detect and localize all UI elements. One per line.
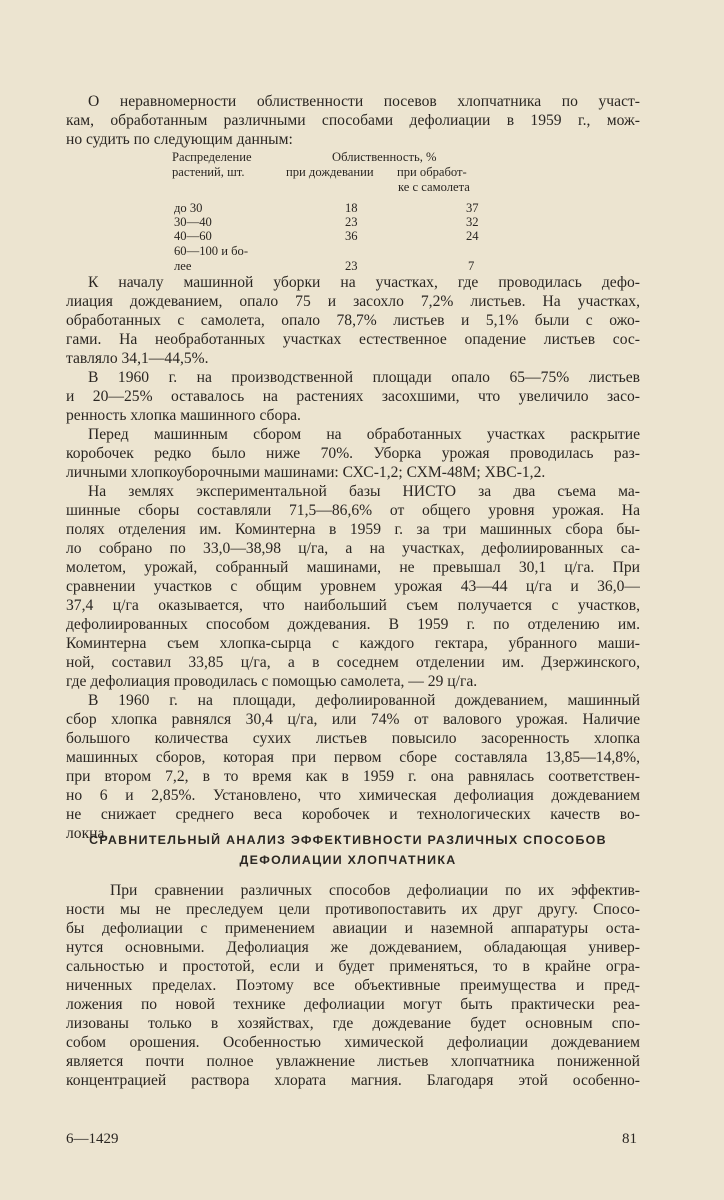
text-line: кам, обработанным различными способами дефолиации в 1959 г., мож- [66, 112, 640, 129]
text-line: полях отделения им. Коминтерна в 1959 г. за три машинных сбора бы- [66, 521, 640, 538]
table-header-sprinkling: при дождевании [286, 165, 374, 179]
body-paragraph [66, 273, 640, 368]
text-line: ниченных пределах. Поэтому все объективные преимущества и пред- [66, 977, 640, 994]
text-line: коробочек редко было ниже 70%. Уборка урожая проводилась раз- [66, 445, 640, 462]
section-paragraph [66, 881, 640, 1090]
text-line: локна. [66, 825, 109, 842]
page-number: 81 [622, 1131, 637, 1147]
text-line: но судить по следующим данным: [66, 131, 293, 148]
text-line: В 1960 г. на производственной площади опало 65—75% листьев [88, 369, 640, 386]
text-line: Перед машинным сбором на обработанных участках раскрытие [88, 426, 640, 443]
text-line: при втором 7,2, в то время как в 1959 г. она равнялась соответствен- [66, 768, 640, 785]
section-heading-line: СРАВНИТЕЛЬНЫЙ АНАЛИЗ ЭФФЕКТИВНОСТИ РАЗЛИЧНЫХ СПОСОБОВ [89, 833, 607, 847]
table-cell-sprinkling: 18 [345, 201, 358, 215]
text-line: личными хлопкоуборочными машинами: СХС-1,2; СХМ-48М; ХВС-1,2. [66, 464, 546, 481]
text-line: шинные сборы составляли 71,5—86,6% от общего уровня урожая. На [66, 502, 640, 519]
table-header-plane: ке с самолета [398, 180, 470, 194]
table-cell-sprinkling: 36 [345, 229, 358, 243]
text-line: нутся основными. Дефолиация же дождеванием, обладающая универ- [66, 939, 640, 956]
text-line: большого количества сухих листьев повысило засоренность хлопка [66, 730, 640, 747]
body-paragraph [66, 482, 640, 691]
section-heading-line: ДЕФОЛИАЦИИ ХЛОПЧАТНИКА [239, 853, 457, 867]
table-cell-plane: 24 [466, 229, 479, 243]
table-cell-label: 40—60 [174, 229, 212, 243]
table-cell-label: до 30 [174, 201, 203, 215]
text-line: но 6 и 2,85%. Установлено, что химическая дефолиация дождеванием [66, 787, 640, 804]
text-line: тавляло 34,1—44,5%. [66, 350, 209, 367]
text-line: собом орошения. Особенностью химической дефолиации дождеванием [66, 1034, 640, 1051]
text-line: ло собрано по 33,0—38,98 ц/га, а на участках, дефолиированных са- [66, 540, 640, 557]
text-line: К началу машинной уборки на участках, где проводилась дефо- [88, 274, 640, 291]
text-line: лиация дождеванием, опало 75 и засохло 7,2% листьев. На участках, [66, 293, 640, 310]
body-paragraph [66, 691, 640, 843]
intro-paragraph [66, 92, 640, 149]
text-line: лизованы только в хозяйствах, где дождевание будет основным спо- [66, 1015, 640, 1032]
table-header-plane: при обработ- [397, 165, 467, 179]
text-line: В 1960 г. на площади, дефолиированной дождеванием, машинный [88, 692, 640, 709]
table-cell-label: лее [174, 259, 192, 273]
text-line: сравнении участков с общим уровнем урожая 43—44 ц/га и 36,0— [66, 578, 640, 595]
text-line: молетом, урожай, собранный машинами, не превышал 30,1 ц/га. При [66, 559, 640, 576]
text-line: При сравнении различных способов дефолиации по их эффектив- [110, 882, 640, 899]
text-line: сальностью и простотой, если и будет применяться, то в крайне огра- [66, 958, 640, 975]
body-paragraph [66, 425, 640, 482]
table-cell-label: 30—40 [174, 215, 212, 229]
printer-signature: 6—1429 [66, 1131, 119, 1147]
text-line: ложения по новой технике дефолиации могут быть практически реа- [66, 996, 640, 1013]
table-cell-sprinkling: 23 [345, 215, 358, 229]
text-line: Коминтерна съем хлопка-сырца с каждого гектара, убранного маши- [66, 635, 640, 652]
text-line: обработанных с самолета, опало 78,7% листьев и 5,1% были с ожо- [66, 312, 640, 329]
text-line: ной, составил 33,85 ц/га, а в соседнем отделении им. Дзержинского, [66, 654, 640, 671]
section-heading [50, 830, 646, 870]
text-line: бы дефолиации с применением авиации и наземной аппаратуры оста- [66, 920, 640, 937]
text-line: О неравномерности облиственности посевов хлопчатника по участ- [88, 93, 640, 110]
text-line: дефолиированных способом дождевания. В 1959 г. по отделению им. [66, 616, 640, 633]
text-line: ности мы не преследуем цели противопоставить их друг другу. Спосо- [66, 901, 640, 918]
text-line: концентрацией раствора хлората магния. Благодаря этой особенно- [66, 1072, 640, 1089]
table-cell-plane: 37 [466, 201, 479, 215]
table-cell-plane: 7 [468, 259, 475, 273]
text-line: где дефолиация проводилась с помощью самолета, — 29 ц/га. [66, 673, 478, 690]
text-line: гами. На необработанных участках естественное опадение листьев сос- [66, 331, 640, 348]
text-line: и 20—25% оставалось на растениях засохшими, что увеличило засо- [66, 388, 640, 405]
text-line: машинных сборов, которая при первом сборе составляла 13,85—14,8%, [66, 749, 640, 766]
text-line: ренность хлопка машинного сбора. [66, 407, 301, 424]
text-line: является почти полное увлажнение листьев хлопчатника пониженной [66, 1053, 640, 1070]
table-header-foliage: Облиственность, % [332, 150, 437, 164]
table-cell-label: 60—100 и бо- [174, 244, 249, 258]
text-line: На землях экспериментальной базы НИСТО за два съема ма- [88, 483, 640, 500]
text-line: 37,4 ц/га оказывается, что наибольший съем получается с участков, [66, 597, 640, 614]
table-cell-sprinkling: 23 [345, 259, 358, 273]
table-header-distribution: растений, шт. [172, 165, 245, 179]
body-paragraph [66, 368, 640, 425]
table-header-distribution: Распределение [172, 150, 252, 164]
text-line: не снижает среднего веса коробочек и технологических качеств во- [66, 806, 640, 823]
text-line: сбор хлопка равнялся 30,4 ц/га, или 74% от валового урожая. Наличие [66, 711, 640, 728]
table-cell-plane: 32 [466, 215, 479, 229]
